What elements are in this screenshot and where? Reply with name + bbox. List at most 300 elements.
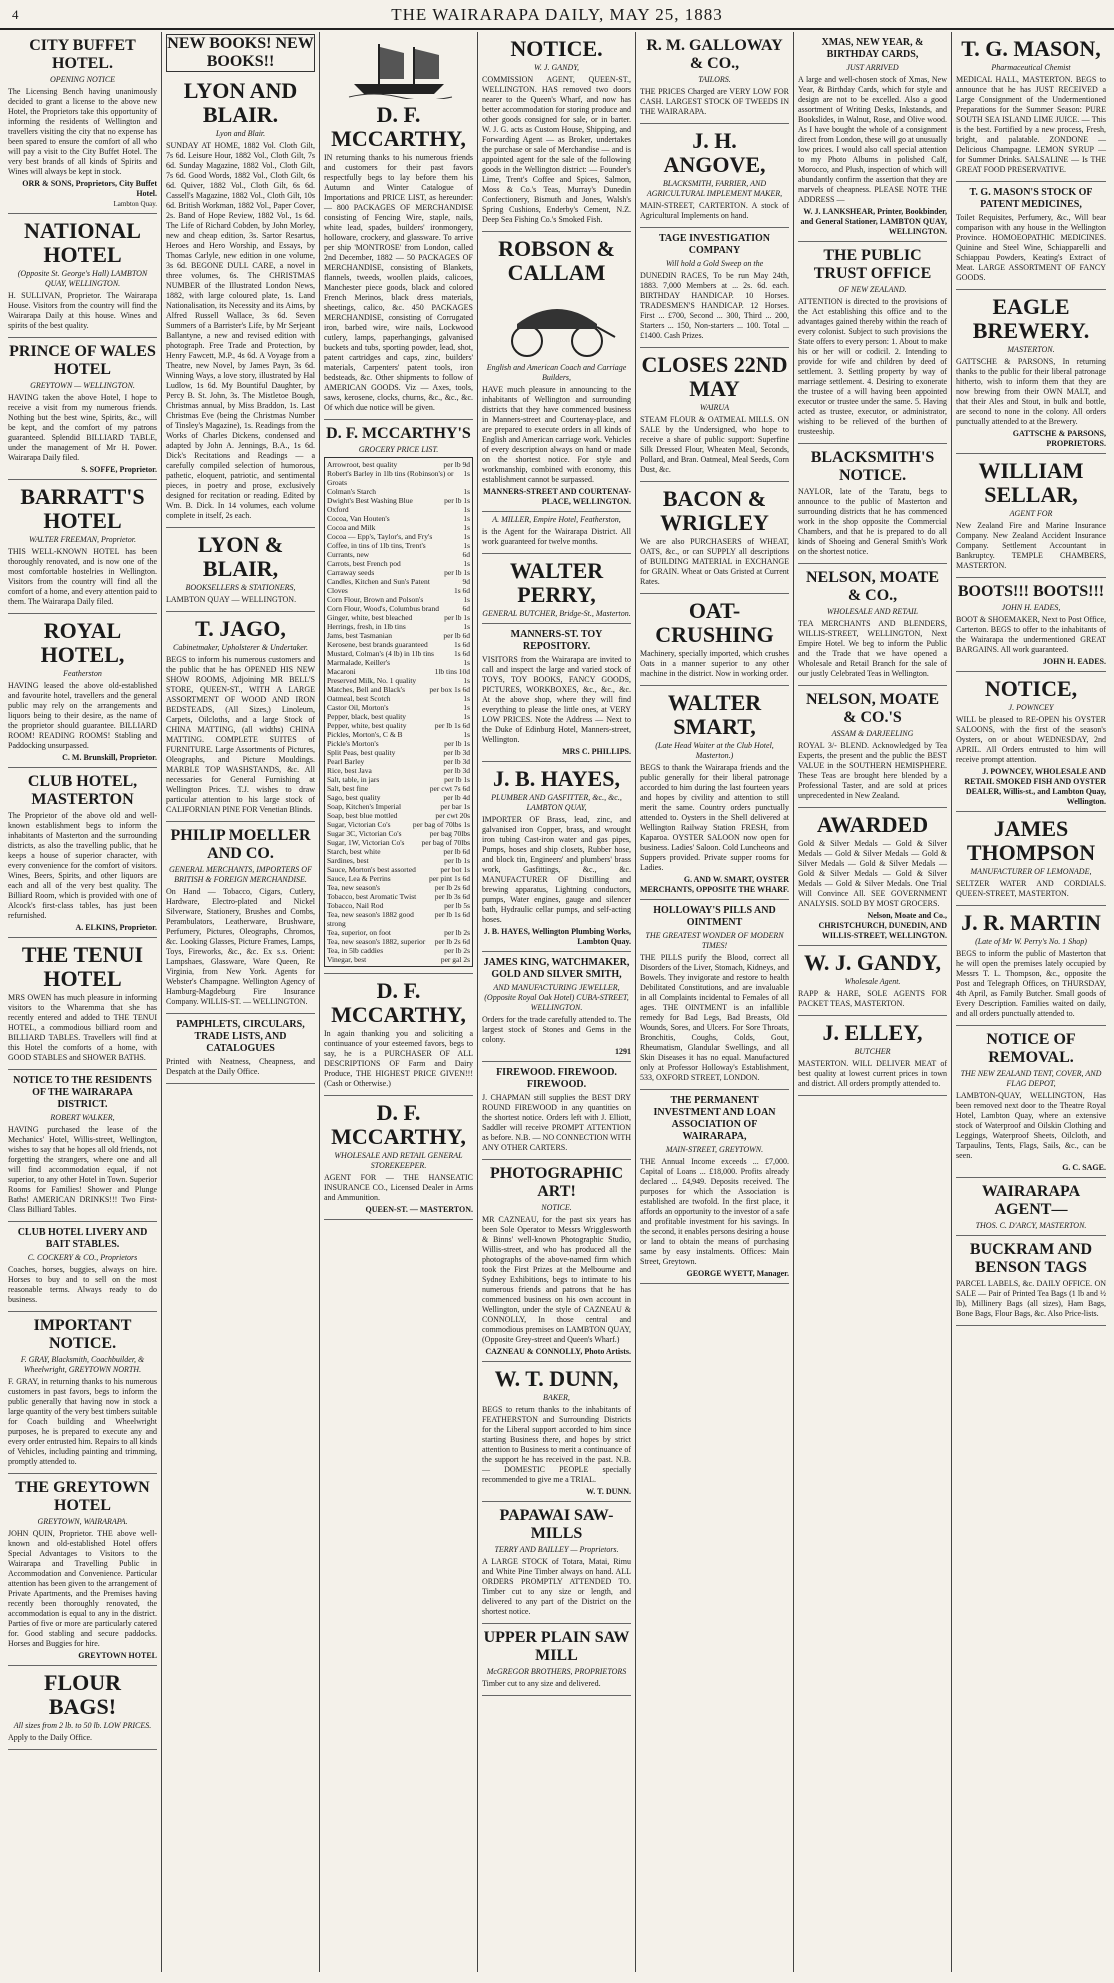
price-row: [327, 604, 470, 613]
ad-heading: BACON & WRIGLEY: [660, 486, 769, 535]
ad-heading: OAT-CRUSHING: [655, 598, 774, 647]
ad-subheading: PLUMBER AND GASFITTER, &c., &c., LAMBTON QUAY,: [491, 793, 622, 812]
price-row: [327, 658, 470, 667]
ad-signature: JOHN H. EADES.: [1042, 657, 1106, 666]
ad-subheading: English and American Coach and Carriage Builders,: [486, 363, 627, 382]
advertisement: [8, 1474, 157, 1666]
ad-body-text: H. SULLIVAN, Proprietor. The Wairarapa House. Visitors from the country will find the Wairarapa Daily at this house. Wines and spirits of the best quality.: [8, 291, 157, 330]
price-value: per lb 1s: [444, 739, 470, 748]
ad-signature: MANNERS-STREET AND COURTENAY-PLACE, WELLINGTON.: [483, 487, 631, 506]
advertisement: [482, 1062, 631, 1160]
advertisement: [640, 594, 789, 686]
ad-subheading: Will hold a Gold Sweep on the: [665, 259, 764, 268]
price-value: 1s: [463, 505, 470, 514]
price-value: 1s: [463, 730, 470, 739]
ad-heading: NELSON, MOATE & CO.,: [805, 569, 940, 604]
advertisement: [956, 812, 1106, 906]
price-value: per lb 1s 6d: [434, 721, 470, 730]
column-4: [478, 32, 636, 1972]
column-7: [952, 32, 1110, 1972]
price-row: [327, 685, 470, 694]
price-item: Ginger, white, best bleached: [327, 613, 413, 622]
price-value: 1s: [463, 469, 470, 478]
ad-heading: D. F. MCCARTHY,: [331, 102, 466, 151]
ad-subheading: A. MILLER, Empire Hotel, Featherston,: [492, 515, 621, 524]
price-item: Tobacco, Nail Rod: [327, 901, 384, 910]
ad-heading: PAPAWAI SAW-MILLS: [499, 1507, 614, 1542]
ad-subheading: BAKER,: [543, 1393, 570, 1402]
price-row: [327, 730, 470, 739]
price-item: Cocoa, Van Houten's: [327, 514, 390, 523]
column-5: [636, 32, 794, 1972]
price-item: Jams, best Tasmanian: [327, 631, 392, 640]
ad-body-text: THE Annual Income exceeds ... £7,000. Capital of Loans ... £18,000. Profits already declared ... £4,949. Deposits received. The purposes for which the Association is established are twofold. In the first place, it affords an opportunity to the investor of a safe and profitable investment for his savings. In the second, it enables persons desiring a house or land to obtain the means of purchasing same by easy instalments. Offices: Main Street, Greytown.: [640, 1157, 789, 1266]
ad-body-text: BEGS to inform his numerous customers and the public that he has OPENED HIS NEW SHOW ROOMS, Adjoining MR BELL'S STORE, QUEEN-ST., WITH A LARGE ASSORTMENT OF WOOD AND IRON BEDSTEADS, (All Sizes,) Linoleum, Carpets, Oilcloths, and a large Stock of CHINA MATTING, (all widths) CHINA MATTING. COMPLETE SUITES of FURNITURE. Large Assortments of Pictures, Oleographs, and Picture Mouldings. MARBLE TOP WASHSTANDS, &c. All necessaries for General Furnishing at Wellington Prices. T.J. wishes to draw particular attention to his large stock of CALIFORNIAN PINE FOR Venetian Blinds.: [166, 655, 315, 814]
advertisement: [956, 454, 1106, 578]
price-row: [327, 559, 470, 568]
price-value: 1s: [463, 532, 470, 541]
advertisement: [482, 554, 631, 624]
price-value: per lb 6d: [443, 631, 470, 640]
ad-subheading: BOOKSELLERS & STATIONERS,: [185, 583, 296, 592]
ad-heading: FIREWOOD. FIREWOOD. FIREWOOD.: [496, 1067, 617, 1090]
price-value: 1s: [463, 703, 470, 712]
ad-body-text: MAIN-STREET, CARTERTON. A stock of Agricultural Implements on hand.: [640, 201, 789, 220]
ad-subheading: GREYTOWN, WAIRARAPA.: [37, 1517, 128, 1526]
advertisement: [798, 444, 947, 564]
advertisement: [956, 578, 1106, 672]
price-item: Sauce, Lea & Perrins: [327, 874, 391, 883]
price-item: Soap, best blue mottled: [327, 811, 398, 820]
ad-heading: NELSON, MOATE & CO.'S: [805, 691, 940, 726]
ad-subheading: W. J. GANDY,: [534, 63, 579, 72]
ad-body-text: is the Agent for the Wairarapa District. All work guaranteed for twelve months.: [482, 527, 631, 546]
ad-body-text: BEGS to inform the public of Masterton that he will open the premises lately occupied by Messrs T. L. Thompson, &c., opposite the Post and Telegraph Offices, on THURSDAY, 4th April, as Family Butcher. Small goods of Every Description. Families waited on daily, and all orders punctually attended to.: [956, 949, 1106, 1018]
ad-body-text: THIS WELL-KNOWN HOTEL has been thoroughly renovated, and is now one of the most comfortable hostelries in Wellington. Visitors from the country will find all the comfort of a home, and every attention paid to them. The Wairarapa Daily filed.: [8, 547, 157, 606]
price-value: 1lb tins 10d: [434, 667, 470, 676]
price-item: Coffee, in tins of 1lb tins, Trent's: [327, 541, 426, 550]
ad-subheading: GENERAL BUTCHER, Bridge-St., Masterton.: [482, 609, 631, 618]
ad-heading: WALTER SMART,: [667, 690, 762, 739]
advertisement: [482, 1362, 631, 1502]
ad-subheading: (Opposite St. George's Hall) LAMBTON QUAY, WELLINGTON.: [17, 269, 148, 288]
price-item: Cloves: [327, 586, 348, 595]
advertisement: [166, 74, 315, 528]
advertisement: [798, 946, 947, 1016]
ad-body-text: Machinery, specially imported, which crushes Oats in a manner superior to any other machine in the district. Now in working order.: [640, 649, 789, 678]
ad-heading: JAMES KING, WATCHMAKER, GOLD AND SILVER SMITH,: [483, 957, 630, 980]
price-item: Tea, new season's 1882, superior: [327, 937, 426, 946]
price-item: Colman's Starch: [327, 487, 377, 496]
price-value: per bag 70lbs: [429, 829, 470, 838]
advertisement: [640, 900, 789, 1090]
advertisement: [956, 1178, 1106, 1236]
ad-subheading: JUST ARRIVED: [846, 63, 899, 72]
ad-heading: PHOTOGRAPHIC ART!: [489, 1165, 624, 1200]
price-row: [327, 820, 470, 829]
ad-body-text: BEGS to thank the Wairarapa friends and the public generally for their liberal patronage accorded to him during the last fourteen years and hopes by civility and attention to still merit the same. Country orders punctually attended to. Oysters in the Shell delivered at Wellington Railway Station FRESH, from Kaparoa. OYSTER SALOON now open for business. Ladies' Saloon. Cold Luncheons and Suppers provided. Private supper rooms for Ladies.: [640, 763, 789, 872]
column-6: [794, 32, 952, 1972]
ad-body-text: MR CAZNEAU, for the past six years has been Sole Operator to Messrs Wrigglesworth & Binns' well-known Photographic Studio, Willis-street, and who has produced all the photographs of the above-named firm which took the First Prizes at the Melbourne and Sydney Exhibitions, begs to intimate to his numerous friends and patrons that he has commenced business on his own account in Wellington, under the style of CAZNEAU & CONNOLLY, In those central and commodious premises on LAMBTON QUAY, (Opposite Grey-street and Queen's Wharf.): [482, 1215, 631, 1344]
ad-heading: AWARDED: [816, 812, 929, 837]
ad-heading: LYON & BLAIR,: [197, 532, 284, 581]
price-value: 1s: [463, 487, 470, 496]
price-row: [327, 901, 470, 910]
ad-subheading: All sizes from 2 lb. to 50 lb. LOW PRICES.: [13, 1721, 152, 1730]
price-row: [327, 487, 470, 496]
ad-subheading: ROBERT WALKER,: [50, 1113, 115, 1122]
ad-body-text: Toilet Requisites, Perfumery, &c., Will bear comparison with any house in the Wellington Province. HOMOEOPATHIC MEDICINES. Quinine and Steel Wine, Schiapparelli and Schiappau Powders, Keating's Extract of Meat. LARGE ASSORTMENT OF FANCY GOODS.: [956, 213, 1106, 282]
price-row: [327, 784, 470, 793]
price-row: [327, 946, 470, 955]
price-value: 6d: [462, 550, 470, 559]
ad-body-text: GATTSCHE & PARSONS, In returning thanks to the public for their liberal patronage hitherto, wish to inform them that they are now brewing from their OWN MALT, and that their Ales and Stout, in bulk and bottle, are second to none in the colony. All orders punctually attended to at the Brewery.: [956, 357, 1106, 426]
ad-subheading: WHOLESALE AND RETAIL: [826, 607, 919, 616]
price-value: per lb 2s: [444, 928, 470, 937]
price-value: per lb 1s 6d: [434, 910, 470, 919]
ad-heading: WALTER PERRY,: [509, 558, 604, 607]
ad-body-text: HAVE much pleasure in announcing to the inhabitants of Wellington and surrounding districts that they have commenced business in Manners-street and Courtenay-place, and are prepared to execute orders in all kinds of English and American carriage work. Vehicles of every description always on hand or made on the shortest notice. For style and workmanship, combined with economy, this establishment cannot be surpassed.: [482, 385, 631, 484]
ad-heading: BOOTS!!! BOOTS!!!: [957, 583, 1105, 600]
price-row: [327, 748, 470, 757]
price-value: 1s: [463, 658, 470, 667]
ad-heading: XMAS, NEW YEAR, & BIRTHDAY CARDS,: [821, 37, 924, 60]
price-row: [327, 649, 470, 658]
price-row: [327, 910, 470, 928]
advertisement: [8, 32, 157, 214]
price-item: Pickle's Morton's: [327, 739, 379, 748]
price-value: per pint 1s 6d: [428, 874, 470, 883]
ad-body-text: COMMISSION AGENT, QUEEN-ST., WELLINGTON. HAS removed two doors nearer to the Queen's Wharf, and now has better accommodation for storing produce and other goods consigned for sale, or in barter. W. J. G. acts as Custom House, Shipping, and Forwarding Agent — as Broker, undertakes the purchase or sale of Merchandise — and is appointed agent for the sale of the following goods in the Wellington district: — Founder's Lime, Trent's Coffee and Spices, Salmon, Moss & Co.'s Teas, Murray's Dunedin Confectionery, Bismuth and Jones, Walsh's Spring Cushions, Enderby's Cement, N.Z. Deep Sea Fishing Co.'s Smoked Fish.: [482, 75, 631, 224]
price-value: 1s: [463, 622, 470, 631]
price-value: per bag of 70lbs: [421, 838, 470, 847]
ad-heading: NATIONAL HOTEL: [24, 218, 141, 267]
price-row: [327, 892, 470, 901]
price-value: per lb 1s: [444, 775, 470, 784]
price-item: Dwight's Best Washing Blue: [327, 496, 413, 505]
price-item: Salt, table, in jars: [327, 775, 380, 784]
ad-body-text: TEA MERCHANTS AND BLENDERS, WILLIS-STREET, WELLINGTON, Next Empire Hotel. We beg to inform the Public and the Trade that we have opened a Wholesale and Retail Branch for the sale of our justly Celebrated Teas in Wellington.: [798, 619, 947, 678]
price-item: Soap, Kitchen's Imperial: [327, 802, 402, 811]
ad-body-text: MEDICAL HALL, MASTERTON. BEGS to announce that he has JUST RECEIVED a Large Consignment of the Undermentioned Preparations for the Summer Season: PURE SOUTH SEA ISLAND LIME JUICE. — This is the best. Fortified by a new process, Fresh, bright, and palatable. ZONDONE — Delicious Champagne. LEMON SYRUP — for Summer Drinks. SALSALINE — Is THE GREAT FOOD PRESERVATIVE.: [956, 75, 1106, 174]
advertisement: [482, 1160, 631, 1362]
ad-heading: UPPER PLAIN SAW MILL: [483, 1629, 630, 1664]
advertisement: [8, 1222, 157, 1312]
price-value: 1s 6d: [453, 586, 470, 595]
ad-heading: THE PERMANENT INVESTMENT AND LOAN ASSOCIATION OF WAIRARAPA,: [653, 1095, 776, 1142]
price-row: [327, 577, 470, 586]
price-item: Cocoa and Milk: [327, 523, 376, 532]
advertisement: [482, 952, 631, 1062]
ad-subheading: BUTCHER: [854, 1047, 891, 1056]
ad-subheading: McGREGOR BROTHERS, PROPRIETORS: [486, 1667, 627, 1676]
price-value: per lb 1s: [444, 613, 470, 622]
price-value: per lb 1s: [444, 856, 470, 865]
ad-heading: HOLLOWAY'S PILLS AND OINTMENT: [653, 905, 776, 928]
price-item: Mustard, Colman's (4 lb) in 1lb tins: [327, 649, 434, 658]
price-value: per lb 9d: [443, 460, 470, 469]
column-3: [320, 32, 478, 1972]
price-row: [327, 883, 470, 892]
masthead: [0, 0, 1114, 30]
price-item: Pepper, black, best quality: [327, 712, 407, 721]
price-value: per lb 1s: [444, 496, 470, 505]
column-1: [4, 32, 162, 1972]
ad-body-text: JOHN QUIN, Proprietor. THE above well-known and old-established Hotel offers Special Advantages to Visitors to the Wairarapa and Travelling Public in Accommodation and Convenience. Particular attention has been given to the arrangement of Private Apartments, and the Premises having recently been thoroughly renovated, the accommodation is equal to any in the district. Parties of five or more are particularly catered for. Good stabling and secure paddocks. Horses and Buggies for hire.: [8, 1529, 157, 1648]
ad-body-text: In again thanking you and soliciting a continuance of your esteemed favors, begs to say, he is a PURCHASER OF ALL DESCRIPTIONS OF Farm and Dairy Produce, THE HIGHEST PRICE GIVEN!!! (Cash or Otherwise.): [324, 1029, 473, 1088]
price-item: Herrings, fresh, in 1lb tins: [327, 622, 406, 631]
price-item: Sugar, 1W, Victorian Co's: [327, 838, 405, 847]
ad-signature: G. AND W. SMART, OYSTER MERCHANTS, OPPOSITE THE WHARF.: [640, 875, 789, 894]
ad-subheading: GENERAL MERCHANTS, IMPORTERS OF BRITISH & FOREIGN MERCHANDISE.: [169, 865, 312, 884]
ad-heading: J. R. MARTIN: [961, 910, 1101, 935]
advertisement: [8, 768, 157, 938]
ad-signature: CAZNEAU & CONNOLLY, Photo Artists.: [485, 1347, 631, 1356]
price-row: [327, 811, 470, 820]
price-row: [327, 865, 470, 874]
price-value: 1s 6d: [453, 649, 470, 658]
advertisement: [640, 1090, 789, 1284]
advertisement: [482, 1502, 631, 1624]
advertisement: [324, 974, 473, 1096]
advertisement: [166, 528, 315, 612]
ad-heading: BARRATT'S HOTEL: [20, 484, 145, 533]
price-row: [327, 640, 470, 649]
advertisement: [956, 290, 1106, 454]
advertisement: [8, 1666, 157, 1750]
ad-body-text: LAMBTON-QUAY, WELLINGTON, Has been removed next door to the Theatre Royal Hotel, Lambton Quay, where an extensive stock of Waterproof and Oilskin Clothing and Leggings, Waterproof Sheets, Oilcloth, and Tarpaulins, Tents, Flags, Sails, &c., can be seen.: [956, 1091, 1106, 1160]
price-value: 1s: [463, 514, 470, 523]
ad-body-text: On Hand — Tobacco, Cigars, Cutlery, Hardware, Electro-plated and Nickel Silverware, Stationery, Brushes and Combs, Perambulators, Leatherware, Brushware, Perfumery, Pictures, Oleographs, Chromos, &c. Looking Glasses, Picture Frames, Lamps, Toys, Fireworks, &c., &c. Ex s.s. Orient: Lampshaes, Glassware, Ware Queen, Re Virginia, from New York. Agents for Webster's Champagne. Wellington Agency of Hamburg-Magdeburg Fire Insurance Company. WILLIS-ST. — WELLINGTON.: [166, 887, 315, 1006]
advertisement: [798, 242, 947, 444]
price-item: Starch, best white: [327, 847, 381, 856]
ad-heading: J. ELLEY,: [822, 1020, 923, 1045]
price-value: per bot 1s: [440, 865, 470, 874]
price-row: [327, 676, 470, 685]
ad-heading: J. B. HAYES,: [493, 766, 620, 791]
advertisement: [798, 564, 947, 686]
sailing-ship-icon: [344, 39, 454, 99]
price-row: [327, 739, 470, 748]
ad-body-text: IN returning thanks to his numerous friends and customers for their past favors respectfully begs to lay before them his Autumn and Winter Catalogue of Importations and PRICE LIST, as hereunder: — 800 PACKAGES OF MERCHANDISE consisting of Fencing Wire, staple, nails, white lead, spades, builders' ironmongery, holloware, crockery, and glassware. To arrive per ship 'MONTROSE' from London, called 2nd December, 1882 — 50 PACKAGES OF MERCHANDISE, consisting of Blankets, flannels, tweeds, woollen plaids, calicoes, Manchester piece goods, black and colored French Merinos, black dress materials, sheetings, calico, &c. 450 PACKAGES MERCHANDISE, consisting of Corrugated iron, barbed wire, wire nails, Lockwood cutlery, lamps, paperhangings, galvanised buckets and tubs, sporting powder, lead, shot, patent cartridges and caps, zinc, builders' materials, Carpenters' patent tools, iron bedsteads, &c. Other shipments to follow of AMERICAN GOODS. Viz — Axes, tools, saws, kerosene, clocks, churns, &c., &c., &c. Of which due notice will be given.: [324, 153, 473, 412]
ad-heading: JAMES THOMPSON: [966, 816, 1096, 865]
price-row: [327, 550, 470, 559]
ad-heading: W. T. DUNN,: [494, 1366, 619, 1391]
ad-heading: MANNERS-ST. TOY REPOSITORY.: [510, 629, 603, 652]
ad-subheading: OF NEW ZEALAND.: [838, 285, 907, 294]
price-value: 9d: [462, 577, 470, 586]
advertisement: [640, 32, 789, 124]
price-row: [327, 595, 470, 604]
price-item: Split Peas, best quality: [327, 748, 396, 757]
ad-heading: WILLIAM SELLAR,: [978, 458, 1084, 507]
advertisement: [640, 348, 789, 482]
price-row: [327, 829, 470, 838]
ad-body-text: ROYAL 3/- BLEND. Acknowledged by Tea Experts, the present and the public the BEST VALUE in the SOUTHERN HEMISPHERE. These Teas are brought here blended by a Professional Taster, and are sold at prices unprecedented in New Zealand.: [798, 741, 947, 800]
ad-subheading: AND MANUFACTURING JEWELLER, (Opposite Royal Oak Hotel) CUBA-STREET, WELLINGTON.: [484, 983, 629, 1012]
ad-heading: NOTICE.: [510, 36, 603, 61]
price-value: 1s: [463, 523, 470, 532]
ad-heading: D. F. MCCARTHY'S: [326, 425, 471, 442]
price-row: [327, 541, 470, 550]
ad-subheading: TERRY AND BAILLEY — Proprietors.: [494, 1545, 619, 1554]
price-row: [327, 469, 470, 487]
price-row: [327, 847, 470, 856]
ad-subheading: GREYTOWN — WELLINGTON.: [30, 381, 135, 390]
price-value: 1s: [463, 595, 470, 604]
ad-body-text: We are also PURCHASERS of WHEAT, OATS, &c., or can SUPPLY all descriptions of BUILDING MATERIAL in EXCHANGE for GRAIN. Wheat or Oats Gristed at Current Rates.: [640, 537, 789, 586]
ad-body-text: NAYLOR, late of the Taratu, begs to announce to the public of Masterton and surrounding districts that he has commenced work in the shop opposite the Commercial Chambers, and that he is prepared to do all kinds of Shoeing and General Smith's Work on the shortest notice.: [798, 487, 947, 556]
advertisement: [166, 1014, 315, 1084]
advertisement: [324, 32, 473, 420]
price-value: per cwt 20s: [435, 811, 470, 820]
price-value: 6d: [462, 604, 470, 613]
price-value: per bar 1s: [440, 802, 470, 811]
price-item: Oxford: [327, 505, 349, 514]
price-value: per lb 4d: [443, 793, 470, 802]
price-row: [327, 694, 470, 703]
ad-subheading: WALTER FREEMAN, Proprietor.: [29, 535, 136, 544]
ad-reference: Lambton Quay.: [113, 200, 157, 208]
ad-subheading: WAIRUA: [699, 403, 730, 412]
ad-subheading: AGENT FOR: [1009, 509, 1053, 518]
price-item: Pepper, white, best quality: [327, 721, 407, 730]
advertisement: [956, 672, 1106, 812]
advertisement: [8, 938, 157, 1070]
price-value: per lb 3d: [443, 748, 470, 757]
ad-heading: BLACKSMITH'S NOTICE.: [810, 449, 935, 484]
ad-subheading: THE GREATEST WONDER OF MODERN TIMES!: [645, 931, 784, 950]
price-item: Sauce, Morton's best assorted: [327, 865, 416, 874]
ad-subheading: Featherston: [63, 669, 102, 678]
advertisement: [8, 1312, 157, 1474]
ad-heading: R. M. GALLOWAY & CO.,: [646, 37, 783, 72]
columns-container: [4, 32, 1110, 1972]
ad-signature: W. T. DUNN.: [586, 1487, 631, 1496]
page-number: 4: [12, 7, 20, 22]
newspaper-title: THE WAIRARAPA DAILY, MAY 25, 1883: [391, 5, 723, 24]
price-row: [327, 928, 470, 937]
ad-subheading: J. POWNCEY: [1008, 703, 1054, 712]
advertisement: [166, 822, 315, 1014]
ad-signature: GEORGE WYETT, Manager.: [686, 1269, 789, 1278]
ad-heading: T. JAGO,: [195, 616, 286, 641]
ad-signature: J. POWNCEY, WHOLESALE AND RETAIL SMOKED FISH AND OYSTER DEALER, Willis-st., and Lambton Quay, Wellington.: [964, 767, 1106, 806]
price-value: per cwt 7s 6d: [429, 784, 470, 793]
ad-body-text: Timber cut to any size and delivered.: [482, 1679, 601, 1688]
ad-heading: TAGE INVESTIGATION COMPANY: [658, 233, 771, 256]
price-value: 1s: [463, 694, 470, 703]
ad-signature: A. ELKINS, Proprietor.: [75, 923, 157, 932]
ad-body-text: BOOT & SHOEMAKER, Next to Post Office, Carterton. BEGS to offer to the inhabitants of the Wairarapa the undermentioned GREAT BARGAINS. All work guaranteed.: [956, 615, 1106, 654]
ad-subheading: MAIN-STREET, GREYTOWN.: [665, 1145, 764, 1154]
price-value: 1s: [463, 676, 470, 685]
advertisement: [956, 1026, 1106, 1178]
ad-heading: NOTICE TO THE RESIDENTS OF THE WAIRARAPA DISTRICT.: [13, 1075, 152, 1110]
advertisement: [640, 228, 789, 348]
ad-signature: C. M. Brunskill, Proprietor.: [62, 753, 157, 762]
ad-subheading: Pharmaceutical Chemist: [991, 63, 1071, 72]
price-item: Castor Oil, Morton's: [327, 703, 389, 712]
ad-subheading: C. COCKERY & CO., Proprietors: [27, 1253, 138, 1262]
ad-heading: PRINCE OF WALES HOTEL: [9, 343, 156, 378]
advertisement: [798, 32, 947, 242]
advertisement: [482, 512, 631, 554]
advertisement: [166, 612, 315, 822]
ad-body-text: HAVING taken the above Hotel, I hope to receive a visit from my numerous friends. Nothing but the best wine, Spirits, &c., will be kept, and the comfort of my patrons guaranteed. Splendid BILLIARD TABLE, under the management of Mr H. Power. Wairarapa Daily filed.: [8, 393, 157, 462]
price-value: per lb 2s: [444, 946, 470, 955]
price-row: [327, 523, 470, 532]
price-item: Vinegar, best: [327, 955, 367, 964]
price-value: per lb 5s: [444, 901, 470, 910]
price-item: Corn Flour, Brown and Polson's: [327, 595, 424, 604]
price-row: [327, 874, 470, 883]
ad-heading: WAIRARAPA AGENT—: [981, 1183, 1081, 1218]
ad-subheading: (Late of Mr W. Perry's No. 1 Shop): [975, 937, 1087, 946]
price-row: [327, 802, 470, 811]
ad-signature: MRS C. PHILLIPS.: [562, 747, 631, 756]
ad-body-text: Apply to the Daily Office.: [8, 1733, 93, 1742]
price-item: Tea, superior, on foot: [327, 928, 391, 937]
ad-body-text: J. CHAPMAN still supplies the BEST DRY ROUND FIREWOOD in any quantities on the shortest notice. Orders left with J. Elliott, Saddler will receive PROMPT ATTENTION as before. N.B. — NO CONNECTION WITH ANY OTHER CARTERS.: [482, 1093, 631, 1152]
price-item: Carraway seeds: [327, 568, 375, 577]
advertisement: [956, 906, 1106, 1026]
advertisement: [482, 1624, 631, 1696]
price-item: Marmalade, Keiller's: [327, 658, 390, 667]
price-value: per lb 2s 6d: [434, 883, 470, 892]
ad-body-text: Gold & Silver Medals — Gold & Silver Medals — Gold & Silver Medals — Gold & Silver Medals — Gold & Silver Medals — Gold & Silver Medals — Gold & Silver Medals — Gold & Silver Medals. One Trial Will Convince All. SEE GOVERNMENT ANALYSIS. SOLD BY MOST GROCERS.: [798, 839, 947, 908]
ad-heading: NOTICE OF REMOVAL.: [986, 1031, 1076, 1066]
ad-body-text: IMPORTER OF Brass, lead, zinc, and galvanised iron Copper, brass, and wrought iron tubing Cast-iron water and gas pipes, Pumps, hoses and ship closets, Rubber hose, and block tin, Engineers' and plumbers' brass work, Gasfittings, &c., &c. MANUFACTURER OF Distilling and brewing apparatus, Lightning conductors, pumps, Water engines, gauge and silencer bath, Hydraulic cellar pumps, and self-acting hoses.: [482, 815, 631, 924]
price-row: [327, 766, 470, 775]
ad-body-text: SUNDAY AT HOME, 1882 Vol. Cloth Gilt, 7s 6d. Leisure Hour, 1882 Vol., Cloth Gilt, 7s 6d. Sunday Magazine, 1882 Vol., Cloth Gilt, 7s 6d. Good Words, 1882 Vol., Cloth Gilt, 6s 6d. Quiver, 1882 Vol., Cloth Gilt, 6s 6d. Cassell's Magazine, 1882 Vol., Cloth Gilt, 10s 6d. British Workman, 1882 Vol., Paper Cover, 2s. Band of Hope Review, 1882 Vol., 1s 6d. The Life of Richard Cobden, by John Morley, new and cheap edition, 3s. Sartor Resartus, Heroes and Hero Worship, and Essays, by Thomas Carlyle, new edition in one volume, 3s 6d. BEGONE DULL CARE, a novel in three volumes, 6s. The CHRISTMAS NUMBER of the Illustrated London News, 1882, with large coloured plate, 1s. Land Nationalisation, its Necessity and its Aims, by Alfred Russell Wallace, 3s 6d. Seven Summers of a Barrister's Life, by Mr Serjeant Ballantyne, a new and revised edition with photograph. Free Trade and Protection, by Henry Fawcett, M.P., 4s 6d. A Voyage from a Theatre, new Novel, by James Payn, 3s 6d. Winning Ways, a love story, illustrated by Hal Ludlow, 1s 6d. My Bountiful Daughter, by Percy B. St. John, 3s. The Mistletoe Bough, Christmas annual, by Miss Braddon, 1s. Last Christmas Eve (being the Christmas Number of Tinsley's Magazine), 1s. Readings from the Works of Charles Dickens, condensed and adapted by John A. Jennings, B.A., 1s 6d. Dick's Recitations and Readings — a carefully compiled selection of humorous, pathetic, eloquent, patriotic, and sentimental pieces, in poetry and prose, exclusively designed for recitation or reading. Edited by Wm. B. Dick. In 14 volumes, each volume complete in itself, 2s each.: [166, 141, 315, 520]
price-item: Kerosene, best brands guaranteed: [327, 640, 428, 649]
price-item: Salt, best fine: [327, 784, 369, 793]
ad-body-text: RAPP & HARE, SOLE AGENTS FOR PACKET TEAS, MASTERTON.: [798, 989, 947, 1008]
ad-signature: ORR & SONS, Proprietors, City Buffet Hotel.: [22, 179, 157, 198]
price-item: Currants, new: [327, 550, 370, 559]
advertisement: [324, 1096, 473, 1220]
ad-signature: QUEEN-ST. — MASTERTON.: [365, 1205, 473, 1214]
ad-heading: LYON AND BLAIR.: [183, 78, 298, 127]
ad-body-text: WILL be pleased to RE-OPEN his OYSTER SALOONS, with the first of the season's Oysters, on or about WEDNESDAY, 2nd APRIL. All Orders entrusted to him will receive prompt attention.: [956, 715, 1106, 764]
ad-body-text: SELTZER WATER AND CORDIALS. QUEEN-STREET, MASTERTON.: [956, 879, 1106, 898]
price-row: [327, 703, 470, 712]
advertisement: [482, 32, 631, 232]
advertisement: [798, 808, 947, 946]
price-row: [327, 514, 470, 523]
ad-body-text: THE PILLS purify the Blood, correct all Disorders of the Liver, Stomach, Kidneys, and Bowels. They invigorate and restore to health Debilitated Constitutions, and are invaluable in all Complaints incidental to Females of all ages. THE OINTMENT is an infallible remedy for Bad Legs, Bad Breasts, Old Wounds, Sores, and Ulcers. For Sore Throats, Bronchitis, Coughs, Colds, Gout, Rheumatism, Glandular Swellings, and all Skin Diseases it has no equal. Manufactured only at Professor Holloway's Establishment, 533, OXFORD STREET, LONDON.: [640, 953, 789, 1082]
price-value: 1s: [463, 541, 470, 550]
price-row: [327, 667, 470, 676]
ad-body-text: THE PRICES Charged are VERY LOW FOR CASH. LARGEST STOCK OF TWEEDS IN THE WAIRARAPA.: [640, 87, 789, 116]
price-row: [327, 955, 470, 964]
price-row: [327, 856, 470, 865]
ad-body-text: The Licensing Bench having unanimously decided to grant a license to the above new Hotel, the Proprietors take this opportunity of informing the residents of Wellington and travellers visiting the city that no expense has been spared to ensure the comfort of all who will pay a visit to the City Buffet Hotel. The very best brands of all kinds of Spirits and Wines will always be kept in stock.: [8, 87, 157, 176]
ad-subheading: Wholesale Agent.: [844, 977, 901, 986]
ad-signature: GREYTOWN HOTEL: [78, 1651, 157, 1660]
advertisement: [482, 624, 631, 762]
ad-heading: PAMPHLETS, CIRCULARS, TRADE LISTS, AND CATALOGUES: [176, 1019, 305, 1054]
price-value: per lb 3d: [443, 757, 470, 766]
price-value: 1s: [463, 559, 470, 568]
ad-body-text: Orders for the trade carefully attended to. The largest stock of Stones and Gems in the colony.: [482, 1015, 631, 1044]
price-row: [327, 775, 470, 784]
ad-signature: G. C. SAGE.: [1062, 1163, 1106, 1172]
ad-body-text: New Zealand Fire and Marine Insurance Company. New Zealand Accident Insurance Company. Settlement Accountant in Bankruptcy. TEMPLE CHAMBERS, MASTERTON.: [956, 521, 1106, 570]
ad-heading: CLUB HOTEL, MASTERTON: [27, 773, 138, 808]
price-row: [327, 496, 470, 505]
